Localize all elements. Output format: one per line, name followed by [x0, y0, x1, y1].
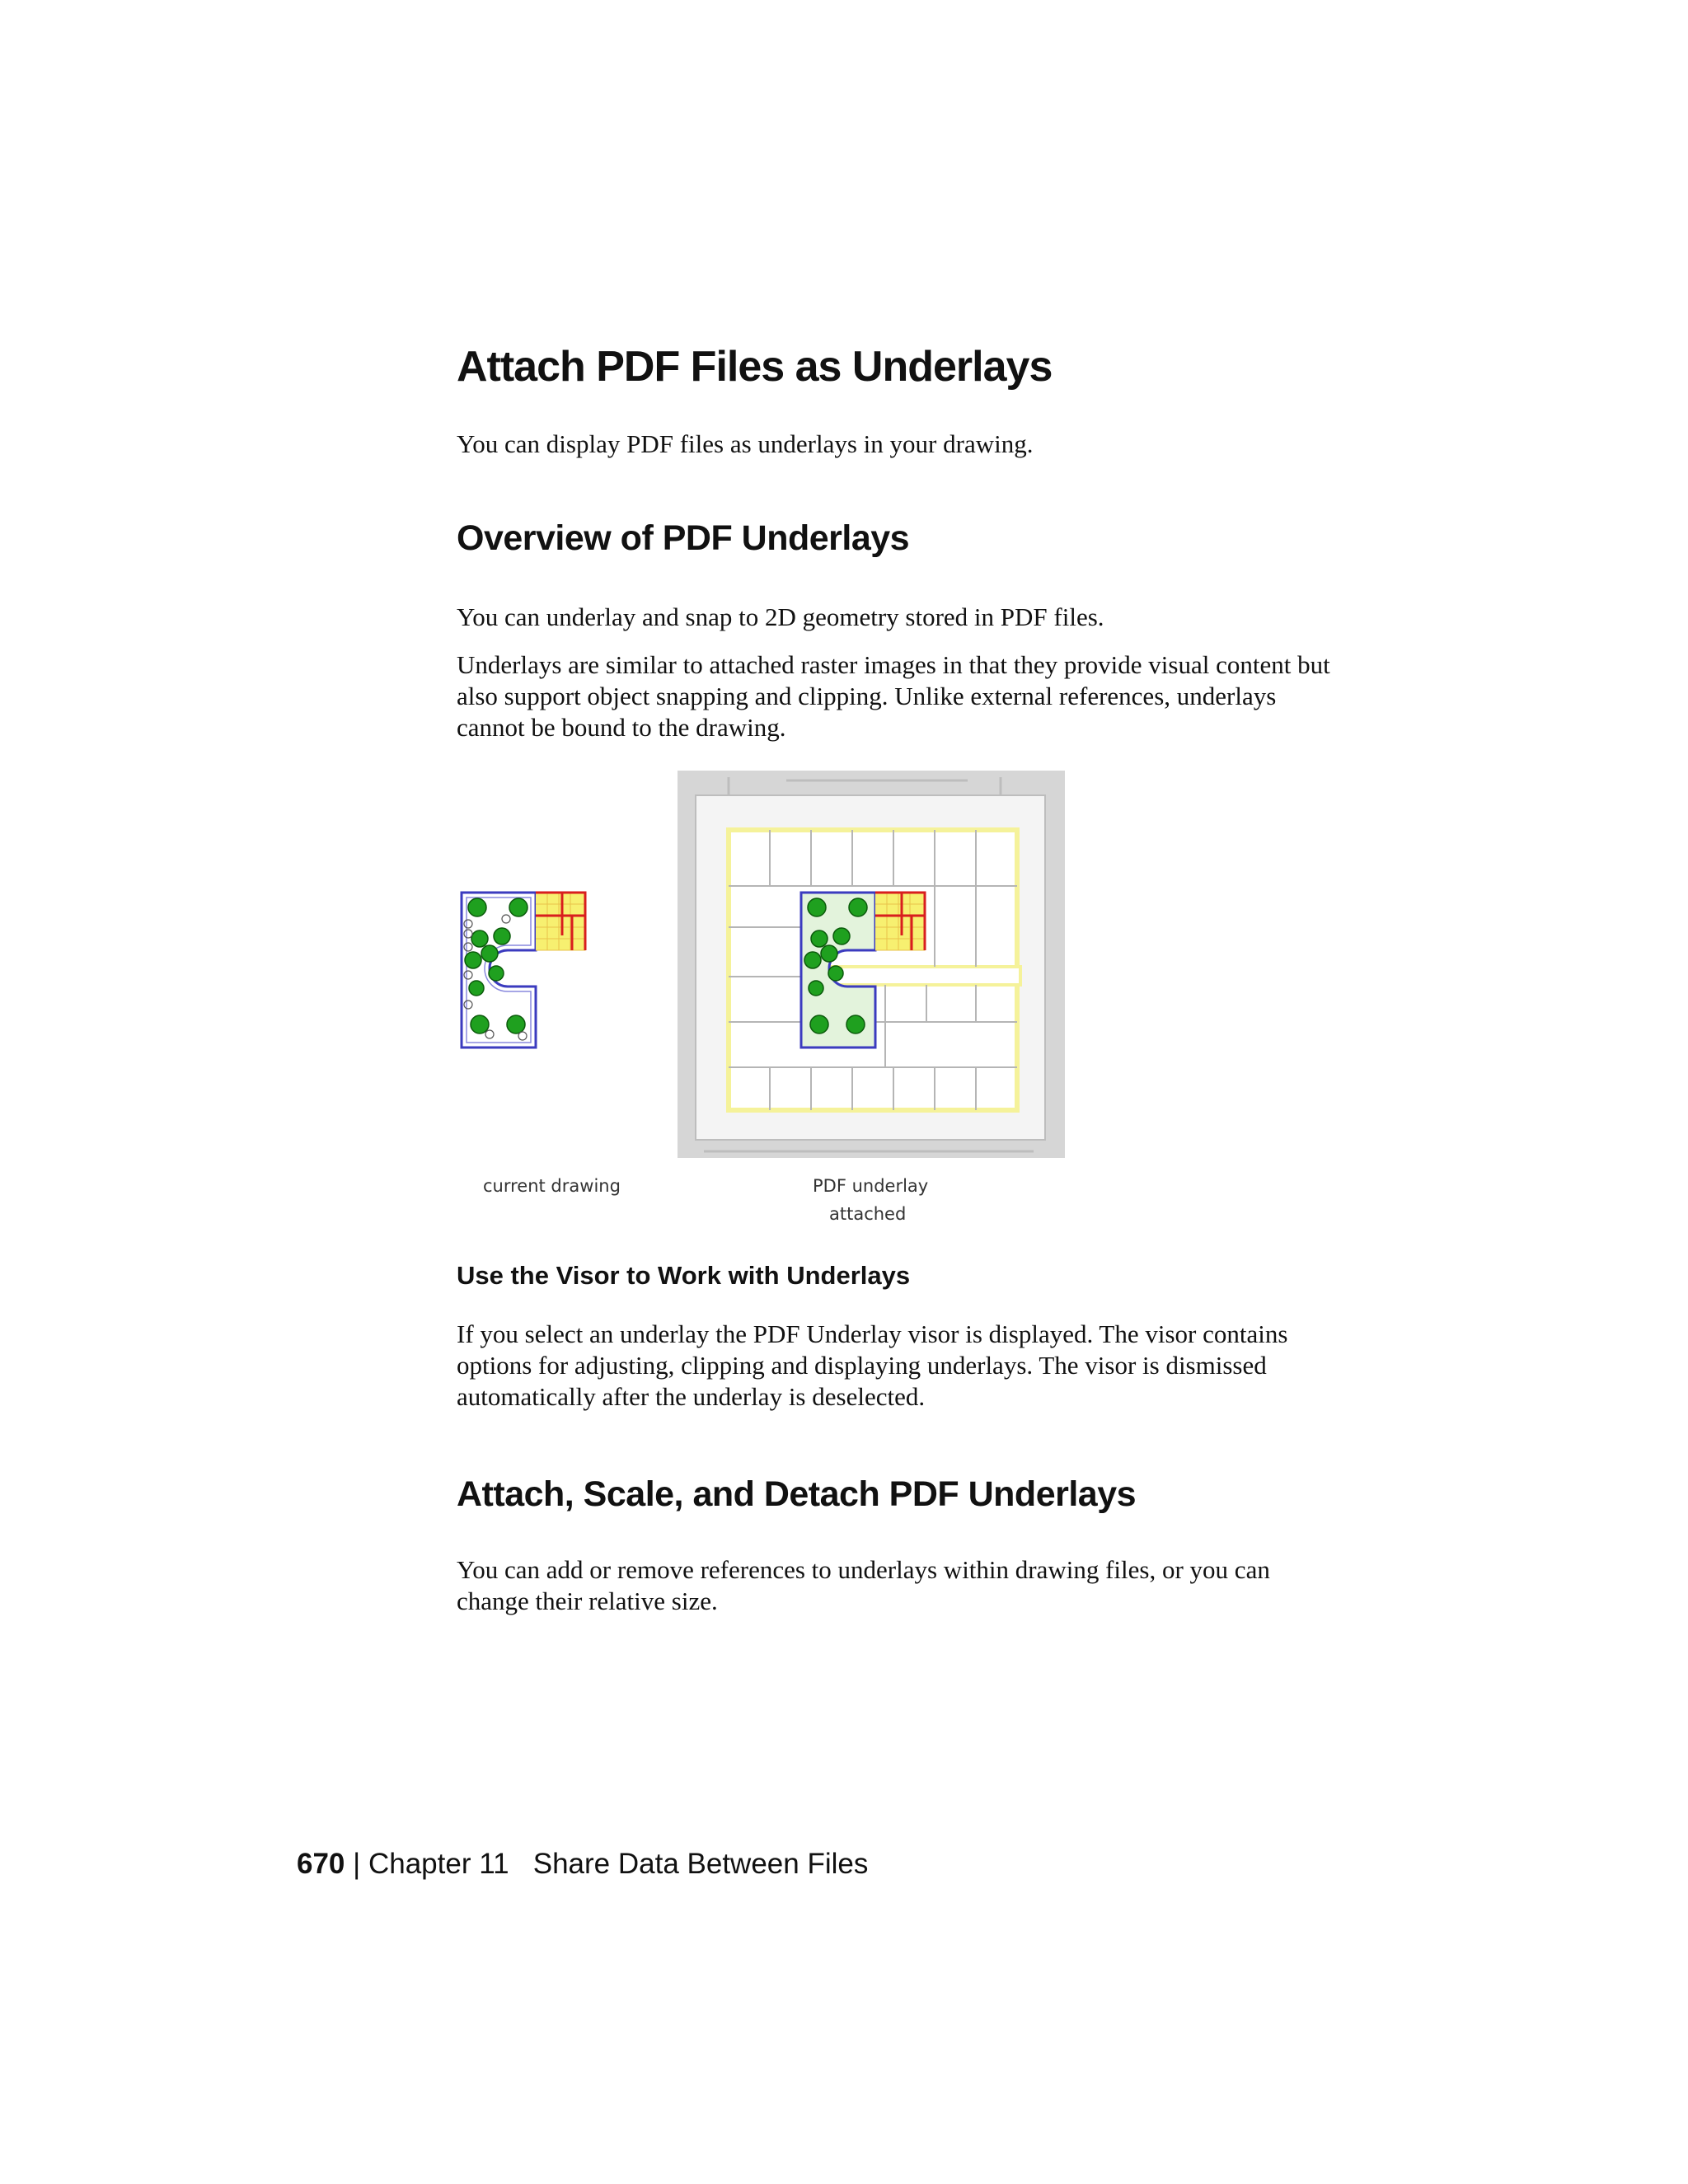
section-heading-attach: Attach, Scale, and Detach PDF Underlays — [457, 1474, 1137, 1514]
intro-paragraph: You can display PDF files as underlays in your drawing. — [457, 429, 1034, 458]
footer-chapter: Chapter 11 — [368, 1848, 509, 1880]
current-drawing-plan — [462, 893, 585, 1047]
caption-attached: attached — [829, 1204, 907, 1224]
caption-current-drawing: current drawing — [483, 1176, 621, 1196]
overview-paragraph-1: You can underlay and snap to 2D geometry stored in PDF files. — [457, 602, 1104, 631]
left-grid-block — [536, 893, 585, 950]
pdf-underlay-site-plan — [678, 771, 1065, 1158]
page-title: Attach PDF Files as Underlays — [457, 343, 1053, 391]
footer-chapter-title: Share Data Between Files — [532, 1848, 869, 1880]
page-footer — [297, 1846, 868, 1882]
overview-paragraph-2: Underlays are similar to attached raster images in that they provide visual content but also support object snapping and clipping. Unlike external references, underlays cannot be bound to the drawing. — [457, 650, 1330, 742]
attach-paragraph: You can add or remove references to underlays within drawing files, or you can change their relative size. — [457, 1555, 1270, 1615]
underlay-figure — [457, 771, 1083, 1240]
caption-pdf-underlay: PDF underlay — [813, 1176, 929, 1196]
subsection-heading-visor: Use the Visor to Work with Underlays — [457, 1261, 911, 1290]
underlay-illustration — [457, 771, 1083, 1240]
visor-paragraph: If you select an underlay the PDF Underlay visor is displayed. The visor contains options for adjusting, clipping and displaying underlays. The visor is dismissed automatically after the underlay is deselected. — [457, 1319, 1288, 1411]
section-heading-overview: Overview of PDF Underlays — [457, 518, 910, 558]
page-number: 670 — [297, 1848, 345, 1880]
footer-separator: | — [353, 1848, 361, 1880]
